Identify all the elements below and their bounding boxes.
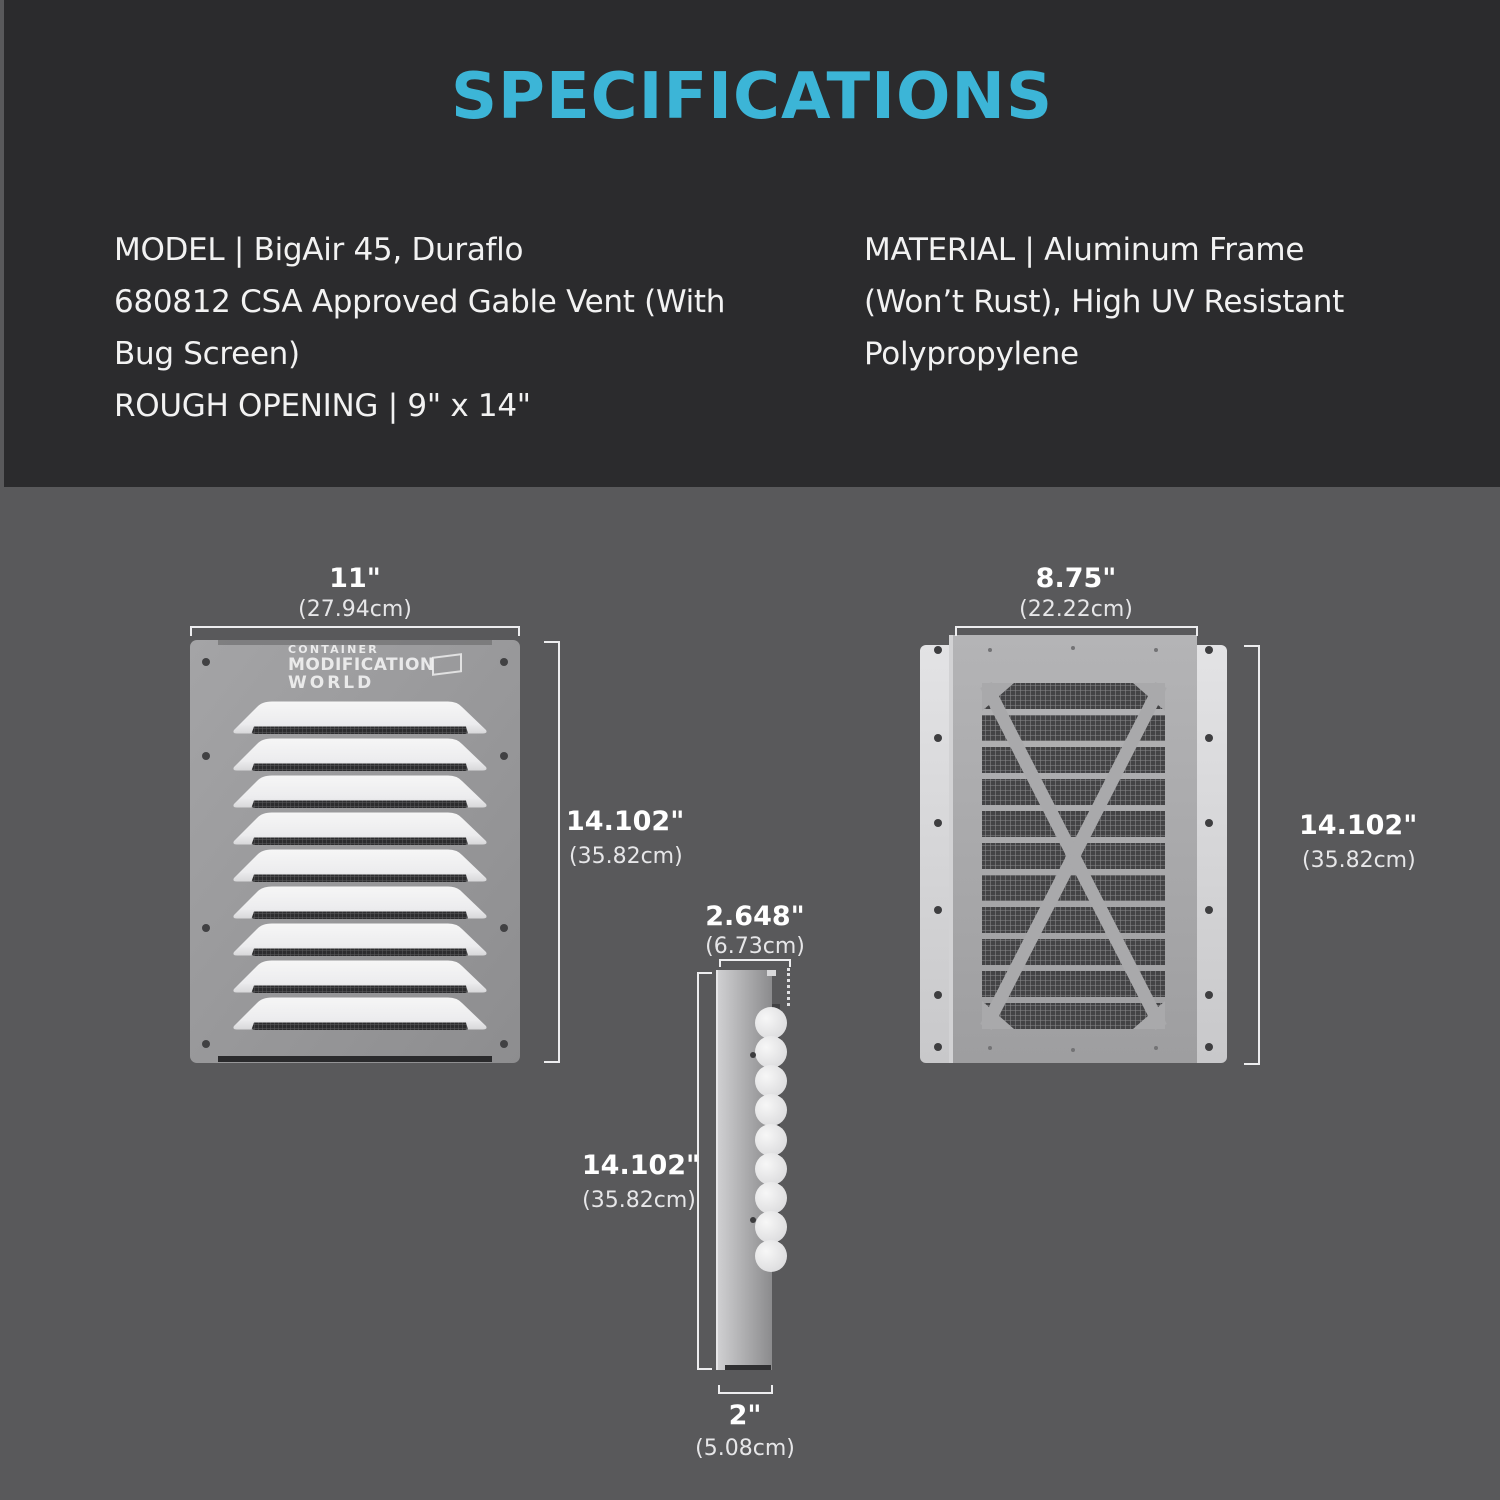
side-height-metric: (35.82cm)	[582, 1188, 696, 1213]
side-depth-metric: (6.73cm)	[705, 934, 805, 959]
logo-line: CONTAINER	[288, 643, 379, 656]
spec-line: Bug Screen)	[114, 336, 300, 372]
spec-line: ROUGH OPENING | 9" x 14"	[114, 388, 531, 424]
spec-line: 680812 CSA Approved Gable Vent (With	[114, 284, 726, 320]
front-view-drawing	[190, 640, 520, 1063]
spec-line: (Won’t Rust), High UV Resistant	[864, 284, 1344, 320]
header-panel	[4, 0, 1500, 487]
logo-container-icon	[432, 653, 462, 676]
back-height-value: 14.102"	[1299, 810, 1418, 841]
front-width-value: 11"	[329, 563, 381, 594]
front-height-dimension-line	[544, 641, 560, 1063]
front-width-metric: (27.94cm)	[298, 597, 412, 622]
model-spec-text	[114, 224, 725, 432]
material-spec-text	[864, 224, 1344, 380]
front-width-dimension-line	[190, 626, 520, 636]
back-view-drawing	[920, 635, 1227, 1067]
side-width-value: 2"	[728, 1400, 762, 1431]
side-view-drawing	[713, 968, 803, 1378]
side-depth-extension-line	[787, 968, 790, 1006]
spec-line: MATERIAL | Aluminum Frame	[864, 232, 1305, 268]
logo-line: WORLD	[288, 673, 375, 693]
front-louvers	[233, 702, 486, 1031]
side-height-value: 14.102"	[581, 1150, 701, 1181]
logo-line: MODIFICATION	[288, 655, 435, 675]
back-width-metric: (22.22cm)	[1019, 597, 1133, 622]
spec-line: Polypropylene	[864, 336, 1079, 372]
side-louver-bumps	[755, 1007, 787, 1272]
back-height-dimension-line	[1244, 645, 1260, 1065]
back-mesh	[982, 683, 1165, 1029]
front-height-value: 14.102"	[566, 806, 685, 837]
brand-logo	[288, 644, 435, 692]
front-height-metric: (35.82cm)	[569, 844, 683, 869]
back-height-metric: (35.82cm)	[1302, 848, 1416, 873]
side-width-dimension-line	[718, 1385, 773, 1394]
back-width-value: 8.75"	[1035, 563, 1117, 594]
page-title: SPECIFICATIONS	[450, 60, 1054, 134]
back-width-dimension-line	[955, 626, 1198, 636]
spec-line: MODEL | BigAir 45, Duraflo	[114, 232, 524, 268]
side-width-metric: (5.08cm)	[695, 1436, 795, 1461]
front-bottom-slot	[218, 1056, 492, 1062]
side-depth-value: 2.648"	[705, 901, 805, 932]
side-depth-dimension-line	[719, 959, 791, 967]
